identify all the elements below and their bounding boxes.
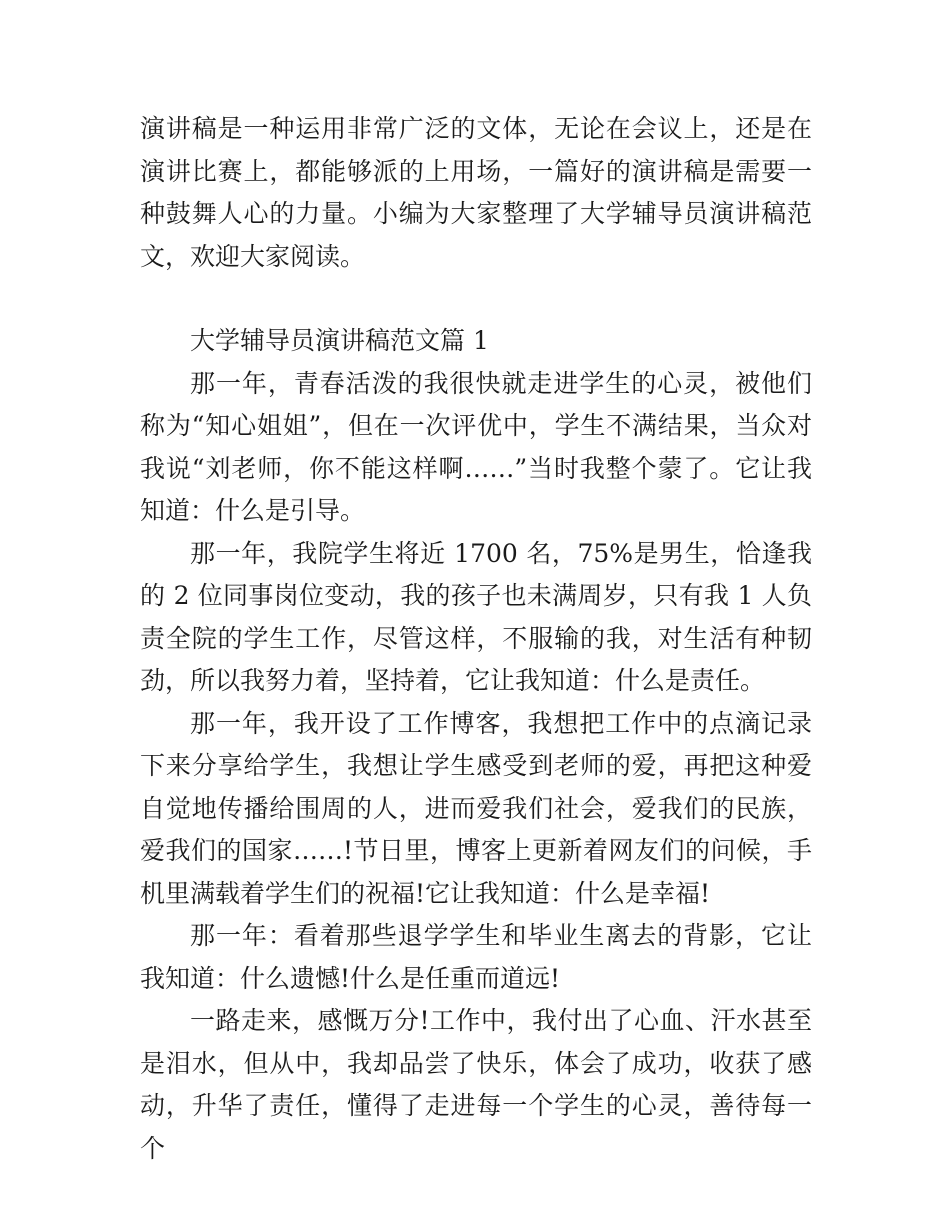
body-paragraph-4: 那一年：看着那些退学学生和毕业生离去的背影，它让我知道：什么遗憾!什么是任重而道远! — [140, 921, 812, 993]
body-paragraph-1: 那一年，青春活泼的我很快就走进学生的心灵，被他们称为“知心姐姐”，但在一次评优中，学生不满结果，当众对我说“刘老师，你不能这样啊……”当时我整个蒙了。它让我知道：什么是引导。 — [140, 368, 812, 525]
document-body — [140, 108, 812, 1170]
body-paragraph-5: 一路走来，感慨万分!工作中，我付出了心血、汗水甚至是泪水，但从中，我却品尝了快乐，体会了成功，收获了感动，升华了责任，懂得了走进每一个学生的心灵，善待每一个 — [140, 1006, 812, 1163]
body-paragraph-2: 那一年，我院学生将近 1700 名，75%是男生，恰逢我的 2 位同事岗位变动，我的孩子也未满周岁，只有我 1 人负责全院的学生工作，尽管这样，不服输的我，对生活有种韧劲，所以我努力着，坚持着，它让我知道：什么是责任。 — [140, 538, 812, 695]
intro-paragraph: 演讲稿是一种运用非常广泛的文体，无论在会议上，还是在演讲比赛上，都能够派的上用场，一篇好的演讲稿是需要一种鼓舞人心的力量。小编为大家整理了大学辅导员演讲稿范文，欢迎大家阅读。 — [140, 114, 812, 271]
body-paragraph-3: 那一年，我开设了工作博客，我想把工作中的点滴记录下来分享给学生，我想让学生感受到老师的爱，再把这种爱自觉地传播给围周的人，进而爱我们社会，爱我们的民族，爱我们的国家……!节日里，博客上更新着网友们的问候，手机里满载着学生们的祝福!它让我知道：什么是幸福! — [140, 708, 812, 908]
section-heading: 大学辅导员演讲稿范文篇 1 — [190, 326, 489, 355]
